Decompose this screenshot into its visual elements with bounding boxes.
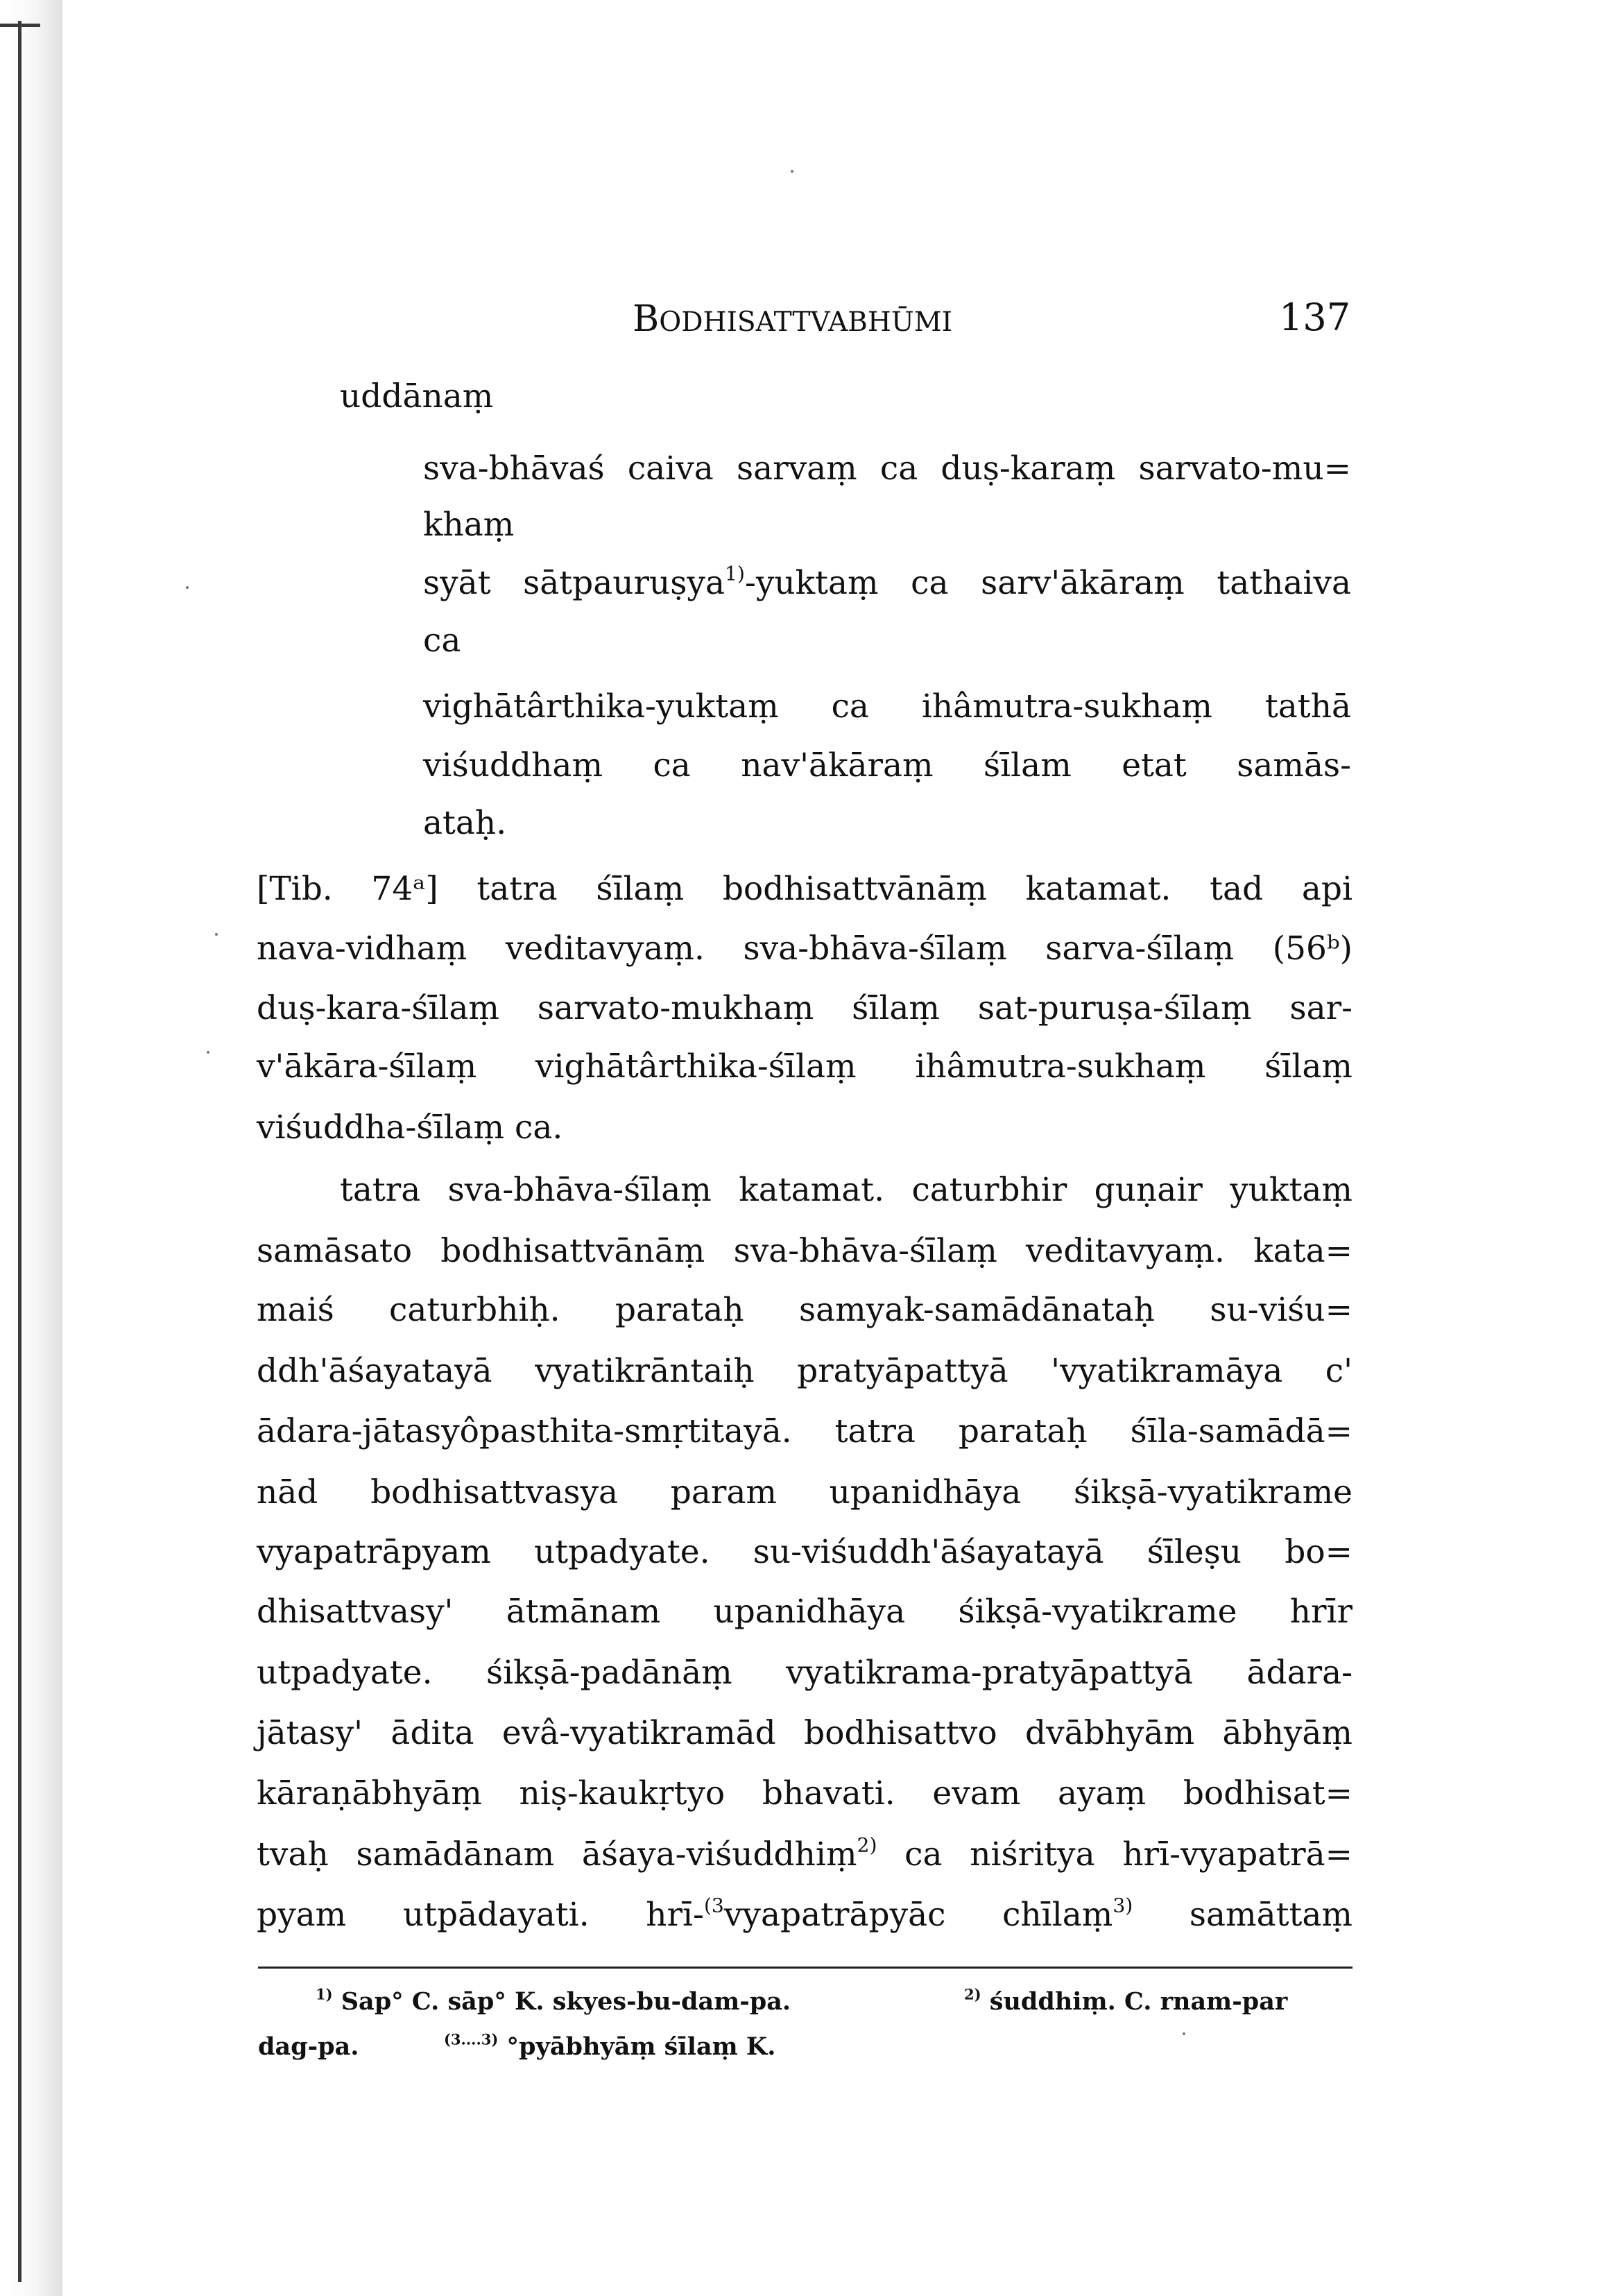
footnote-rule [258, 1967, 1352, 1969]
running-head-letter: M [913, 307, 942, 338]
verse-line-2: khaṃ [423, 506, 515, 544]
footnote-mark-1: 1) [725, 562, 745, 585]
footnote-3-text: °pyābhyāṃ śīlaṃ K. [506, 2032, 776, 2061]
paper-speck [1183, 2032, 1185, 2035]
footnote-2 [964, 1987, 1287, 2016]
verse-line-3b: -yuktaṃ ca sarv'ākāraṃ tathaiva [744, 564, 1352, 602]
running-head-letter: O [659, 307, 682, 338]
running-head-letter: D [681, 307, 703, 338]
verse-line-3a: syāt sātpauruṣya [423, 564, 725, 602]
running-head-letter: I [941, 307, 953, 338]
body-line-17b: ca niśritya hrī-vyapatrā= [877, 1835, 1352, 1874]
body-line-16: kāraṇābhyāṃ niṣ-kaukṛtyo bhavati. evam ayaṃ bodhisat= [257, 1774, 1352, 1813]
footnote-1-mark: 1) [316, 1985, 333, 2003]
running-head-letter: H [703, 307, 727, 338]
footnote-3 [444, 2032, 775, 2061]
running-head-letter: A [755, 307, 774, 338]
body-line-13: dhisattvasy' ātmānam upanidhāya śikṣā-vyatikrame hrīr [257, 1593, 1352, 1631]
verse-line-5: vighātârthika-yuktaṃ ca ihâmutra-sukhaṃ tathā [423, 687, 1351, 726]
running-head-letter: Ū [891, 307, 914, 338]
paper-speck [186, 586, 189, 589]
body-line-15: jātasy' ādita evâ-vyatikramād bodhisattvo dvābhyām ābhyāṃ [257, 1714, 1352, 1752]
footnote-mark-3-open: (3 [703, 1894, 724, 1917]
body-line-18 [257, 1894, 1352, 1934]
body-line-7: samāsato bodhisattvānāṃ sva-bhāva-śīlaṃ veditavyaṃ. kata= [257, 1232, 1352, 1270]
footnote-2-text: śuddhiṃ. C. rnam-par [989, 1987, 1288, 2016]
running-head-letter: A [827, 307, 848, 338]
paper-speck [215, 933, 218, 936]
verse-line-1: sva-bhāvaś caiva sarvaṃ ca duṣ-karaṃ sarvato-mu= [423, 449, 1351, 488]
body-line-10: ādara-jātasyôpasthita-smṛtitayā. tatra parataḥ śīla-samādā= [257, 1412, 1352, 1450]
running-head-letter: H [867, 307, 891, 338]
running-head-letter: B [633, 298, 660, 340]
body-line-6: tatra sva-bhāva-śīlaṃ katamat. caturbhir guṇair yuktaṃ [340, 1171, 1352, 1209]
running-head-letter: T [792, 307, 811, 338]
running-head-letter: V [810, 307, 828, 338]
body-line-1: [Tib. 74ᵃ] tatra śīlaṃ bodhisattvānāṃ katamat. tad api [257, 870, 1352, 908]
verse-line-6: viśuddhaṃ ca nav'ākāraṃ śīlam etat samās- [423, 746, 1351, 785]
running-head-letter: T [773, 307, 793, 338]
footnote-mark-3-close: 3) [1113, 1894, 1133, 1917]
footnote-1 [316, 1987, 791, 2016]
verse-line-3 [423, 562, 1352, 602]
footnote-3-mark: (3....3) [444, 2030, 499, 2048]
body-line-14: utpadyate. śikṣā-padānāṃ vyatikrama-pratyāpattyā ādara- [257, 1654, 1352, 1692]
body-line-4: v'ākāra-śīlaṃ vighātârthika-śīlaṃ ihâmutra-sukhaṃ śīlaṃ [257, 1047, 1352, 1086]
body-line-17 [257, 1833, 1352, 1874]
running-head-letter: S [737, 307, 756, 338]
footnote-2-mark: 2) [964, 1985, 981, 2003]
body-line-3: duṣ-kara-śīlaṃ sarvato-mukhaṃ śīlaṃ sat-puruṣa-śīlaṃ sar- [257, 989, 1352, 1027]
body-line-2: nava-vidhaṃ veditavyaṃ. sva-bhāva-śīlaṃ sarva-śīlaṃ (56ᵇ) [257, 929, 1352, 968]
page-number: 137 [1279, 295, 1351, 339]
body-line-12: vyapatrāpyam utpadyate. su-viśuddh'āśayatayā śīleṣu bo= [257, 1533, 1352, 1571]
body-line-9: ddh'āśayatayā vyatikrāntaiḥ pratyāpattyā 'vyatikramāya c' [257, 1352, 1352, 1390]
running-head-title [633, 298, 952, 340]
body-line-5: viśuddha-śīlaṃ ca. [257, 1108, 563, 1147]
verse-line-4: ca [423, 622, 461, 660]
body-line-17a: tvaḥ samādānam āśaya-viśuddhiṃ [257, 1835, 857, 1874]
footnote-1-text: Sap° C. sāp° K. skyes-bu-dam-pa. [341, 1987, 791, 2016]
body-line-18b: vyapatrāpyāc chīlaṃ [723, 1896, 1113, 1934]
running-head-letter: B [848, 307, 868, 338]
body-line-18c: samāttaṃ [1133, 1896, 1352, 1934]
paper-speck [791, 170, 793, 173]
footnote-2-continued: dag-pa. [258, 2032, 359, 2061]
body-line-11: nād bodhisattvasya param upanidhāya śikṣā-vyatikrame [257, 1473, 1352, 1511]
paper-speck [207, 1051, 209, 1054]
uddanam-label: uddānaṃ [340, 377, 494, 415]
running-head-letter: I [726, 307, 737, 338]
verse-line-7: ataḥ. [423, 804, 507, 842]
body-line-18a: pyam utpādayati. hrī- [257, 1896, 704, 1934]
body-line-8: maiś caturbhiḥ. parataḥ samyak-samādānataḥ su-viśu= [257, 1291, 1352, 1329]
footnote-mark-2: 2) [857, 1833, 877, 1857]
